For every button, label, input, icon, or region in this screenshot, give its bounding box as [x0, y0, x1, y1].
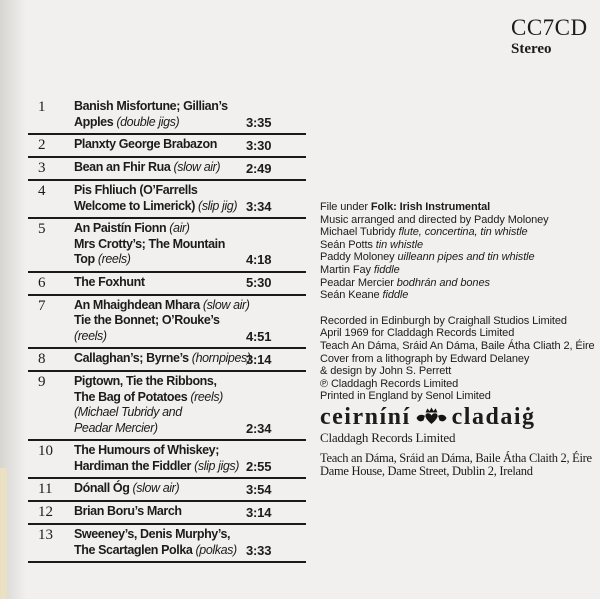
record-company-name: Claddagh Records Limited: [320, 429, 456, 445]
track-title-segment: (slip jigs): [191, 458, 240, 473]
recording-credits: [320, 315, 598, 353]
track-number: 11: [38, 481, 53, 497]
track-title-segment: Hardiman the Fiddler: [74, 458, 192, 473]
arranger-credit: Music arranged and directed by Paddy Moloney: [320, 213, 549, 226]
track-row: [28, 349, 306, 372]
track-title-line: [74, 199, 246, 215]
track-title-segment: The Scartaglen Polka: [74, 542, 193, 557]
musician-credit: [320, 226, 598, 239]
track-duration: 4:51: [246, 328, 272, 344]
track-title-line: [74, 275, 246, 291]
track-title-segment: Bean an Fhir Rua: [74, 160, 171, 174]
track-duration: 2:34: [246, 420, 272, 436]
track-title-line: [74, 252, 246, 268]
track-duration: 2:49: [246, 160, 272, 176]
musician-instruments: fiddle: [373, 263, 400, 276]
track-row: [28, 158, 306, 181]
track-title-line: [74, 183, 246, 199]
track-title-segment: Apples: [74, 114, 114, 129]
track-title: [74, 297, 250, 345]
stereo-label: Stereo: [511, 41, 552, 57]
track-title-segment: Dónall Óg: [74, 481, 130, 495]
track-row: [28, 525, 306, 563]
logo-text-left: ceirníní: [320, 403, 411, 430]
track-number: 10: [38, 443, 53, 459]
track-number: 12: [38, 504, 53, 520]
musician-instruments: tin whistle: [375, 238, 423, 251]
track-duration: 4:18: [246, 252, 272, 267]
track-title-line: [74, 543, 246, 559]
address-line: Teach an Dáma, Sráid an Dáma, Baile Átha Claith 2, Éire: [320, 450, 592, 465]
track-title: [74, 160, 246, 176]
track-duration: 3:30: [246, 137, 272, 153]
track-title-line: [74, 374, 246, 390]
file-under-prefix: File under: [320, 201, 371, 213]
track-title-segment: (reels): [187, 389, 223, 404]
track-title-segment: (air): [166, 221, 190, 235]
track-duration: 5:30: [246, 275, 272, 290]
track-title-line: [74, 481, 246, 497]
musician-name: Michael Tubridy: [320, 226, 399, 239]
track-duration: 3:14: [246, 351, 272, 367]
track-title-segment: (slow air): [199, 297, 250, 312]
track-row: [28, 479, 306, 502]
track-row: [28, 273, 306, 296]
track-row: [28, 97, 306, 135]
track-title-segment: (slow air): [170, 160, 221, 174]
track-number: 3: [38, 160, 46, 176]
musician-instruments: uilleann pipes and tin whistle: [397, 251, 535, 264]
track-title-line: [74, 504, 246, 520]
track-row: [28, 135, 306, 158]
track-list: [28, 97, 306, 563]
track-title-line: [74, 405, 246, 421]
track-title-line: [74, 443, 246, 459]
track-title-segment: Pis Fhliuch (O’Farrells: [74, 183, 198, 197]
track-title: [74, 351, 251, 367]
musician-instruments: bodhrán and bones: [396, 276, 490, 289]
track-row: [28, 219, 306, 273]
file-under-line: [320, 201, 598, 214]
musician-name: Seán Keane: [320, 289, 383, 302]
track-title-line: [74, 160, 246, 176]
company-address: [320, 452, 598, 479]
track-title-line: [74, 237, 246, 253]
design-credit-line: & design by John S. Perrett: [320, 365, 452, 378]
track-title-segment: An Paistín Fionn: [74, 221, 167, 235]
musician-credit: [320, 289, 598, 302]
track-number: 2: [38, 137, 46, 153]
track-title-segment: (Michael Tubridy and: [74, 405, 182, 419]
design-credit-line: ℗ Claddagh Records Limited: [320, 377, 459, 390]
track-duration: 3:35: [246, 114, 272, 130]
track-row: [28, 181, 306, 219]
track-title: [74, 183, 246, 214]
track-title-line: [74, 527, 246, 543]
track-row: [28, 296, 306, 350]
track-title-segment: Banish Misfortune; Gillian’s: [74, 99, 228, 113]
track-title-segment: An Mhaighdean Mhara: [74, 297, 200, 312]
logo-text-right: cladaiġ: [451, 403, 536, 430]
track-number: 6: [38, 274, 46, 291]
musician-name: Seán Potts: [320, 238, 376, 251]
track-title: [74, 275, 246, 291]
catalog-number: CC7CD: [511, 15, 588, 40]
file-under-category: Folk: Irish Instrumental: [370, 201, 491, 213]
track-title: [74, 99, 246, 130]
catalog-block: [511, 16, 588, 57]
track-title-segment: The Foxhunt: [74, 274, 145, 289]
track-title: [74, 374, 246, 436]
track-title: [74, 443, 246, 474]
recording-credit-line: Recorded in Edinburgh by Craighall Studios Limited: [320, 314, 567, 327]
track-title-segment: (reels): [94, 252, 131, 266]
track-title-segment: Tie the Bonnet; O’Rouke’s: [74, 313, 220, 327]
track-title-segment: Peadar Mercier): [74, 420, 158, 435]
track-number: 9: [38, 374, 46, 390]
track-title-line: [74, 115, 246, 131]
track-title-line: [74, 329, 246, 345]
musician-credit: [320, 251, 598, 264]
scan-edge-strip: [0, 468, 7, 599]
design-credit-line: Printed in England by Senol Limited: [320, 390, 491, 403]
musicians-list: [320, 226, 598, 302]
recording-credit-line: Teach An Dáma, Sráid An Dáma, Baile Átha Cliath 2, Éire: [320, 339, 595, 352]
track-title-segment: Top: [74, 252, 95, 266]
musician-credit: [320, 239, 598, 252]
track-title-segment: The Humours of Whiskey;: [74, 443, 219, 457]
track-title-line: [74, 459, 246, 475]
track-title-line: [74, 313, 246, 329]
musician-instruments: flute, concertina, tin whistle: [398, 226, 528, 239]
track-title-line: [74, 221, 246, 237]
design-credits: [320, 353, 598, 403]
track-title-segment: The Bag of Potatoes: [74, 389, 188, 404]
track-title-segment: (reels): [74, 328, 107, 343]
track-duration: 2:55: [246, 458, 272, 474]
track-number: 4: [38, 183, 46, 199]
track-title-segment: (slow air): [129, 481, 180, 495]
track-row: [28, 502, 306, 525]
track-row: [28, 441, 306, 479]
track-title-line: [74, 137, 246, 153]
track-title-segment: Callaghan’s; Byrne’s: [74, 351, 189, 365]
musician-instruments: fiddle: [382, 289, 409, 302]
track-title-segment: Planxty George Brabazon: [74, 137, 217, 151]
musician-credit: [320, 264, 598, 277]
track-number: 13: [38, 527, 53, 543]
info-column: [320, 201, 598, 479]
track-duration: 3:14: [246, 504, 272, 520]
track-row: [28, 372, 306, 441]
musician-name: Paddy Moloney: [320, 251, 398, 264]
track-title: [74, 137, 246, 153]
track-title-segment: (hornpipes): [188, 351, 251, 365]
track-title-segment: (polkas): [192, 542, 237, 557]
track-title-segment: Welcome to Limerick): [74, 198, 195, 213]
track-title-segment: Brian Boru’s March: [74, 504, 182, 518]
track-title: [74, 481, 246, 497]
track-duration: 3:54: [246, 481, 272, 497]
label-logo: [320, 404, 598, 430]
address-line: Dame House, Dame Street, Dublin 2, Ireland: [320, 464, 533, 479]
track-title-line: [74, 99, 246, 115]
track-title: [74, 504, 246, 520]
track-title: [74, 221, 246, 268]
design-credit-line: Cover from a lithograph by Edward Delaney: [320, 352, 530, 365]
claddagh-icon: [416, 404, 447, 430]
recording-credit-line: April 1969 for Claddagh Records Limited: [320, 327, 515, 340]
musician-credit: [320, 277, 598, 290]
track-duration: 3:34: [246, 198, 272, 214]
track-number: 5: [38, 221, 46, 237]
track-title-segment: (double jigs): [113, 114, 180, 129]
track-duration: 3:33: [246, 542, 272, 558]
track-title: [74, 527, 246, 558]
track-number: 7: [38, 297, 46, 314]
track-title-line: [74, 351, 251, 367]
track-number: 1: [38, 99, 46, 115]
track-title-segment: Sweeney’s, Denis Murphy’s,: [74, 527, 231, 541]
track-title-segment: Mrs Crotty’s; The Mountain: [74, 236, 225, 251]
track-number: 8: [38, 351, 46, 367]
track-title-line: [74, 421, 246, 437]
musician-name: Martin Fay: [320, 263, 374, 276]
musician-name: Peadar Mercier: [320, 276, 397, 289]
track-title-line: [74, 297, 250, 314]
track-title-segment: Pigtown, Tie the Ribbons,: [74, 374, 217, 388]
track-title-line: [74, 390, 246, 406]
track-title-segment: (slip jig): [194, 198, 238, 213]
